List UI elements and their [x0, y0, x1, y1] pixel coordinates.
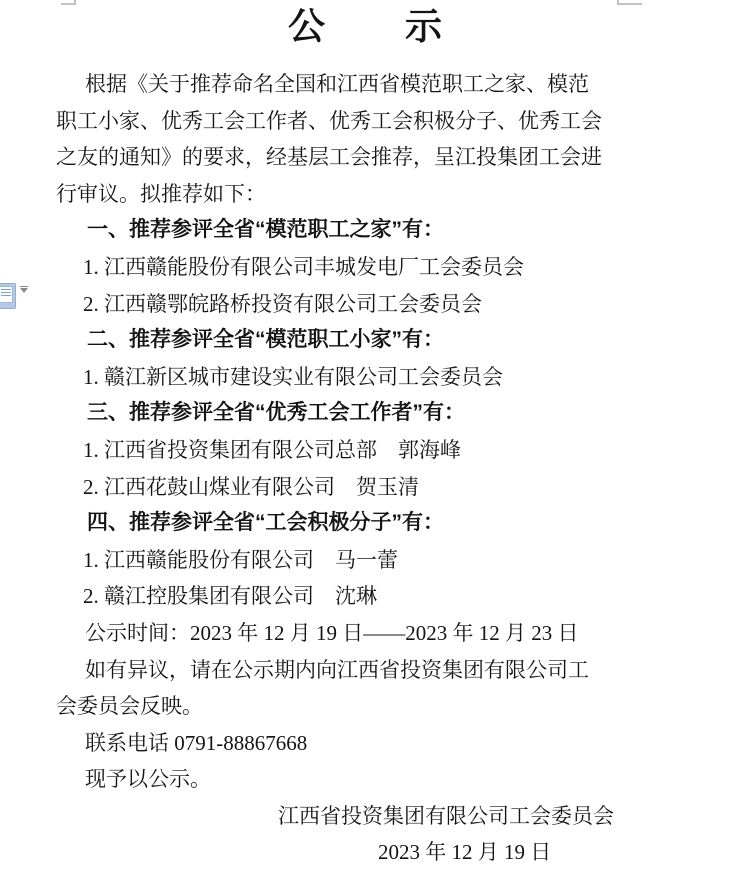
section-heading: 二、推荐参评全省“模范职工小家”有： — [87, 328, 444, 352]
paragraph-line: 如有异议，请在公示期内向江西省投资集团有限公司工 — [85, 657, 589, 682]
paragraph-line: 联系电话 0791-88867668 — [85, 730, 308, 755]
paragraph-line: 现予以公示。 — [85, 767, 211, 792]
list-item: 1. 江西省投资集团有限公司总部 郭海峰 — [83, 437, 461, 462]
paste-options-button[interactable] — [0, 281, 33, 309]
signature-date: 2023 年 12 月 19 日 — [378, 840, 552, 865]
paragraph-line: 根据《关于推荐命名全国和江西省模范职工之家、模范 — [85, 72, 589, 96]
paragraph-line: 之友的通知》的要求，经基层工会推荐，呈江投集团工会进 — [56, 145, 602, 170]
list-item: 2. 赣江控股集团有限公司 沈琳 — [83, 584, 377, 609]
section-heading: 三、推荐参评全省“优秀工会工作者”有： — [87, 401, 465, 425]
paragraph-line: 行审议。拟推荐如下： — [56, 181, 266, 206]
section-heading: 一、推荐参评全省“模范职工之家”有： — [87, 218, 444, 242]
section-heading: 四、推荐参评全省“工会积极分子”有： — [87, 511, 444, 535]
notice-document — [56, 0, 676, 871]
list-item: 1. 江西赣能股份有限公司 马一蕾 — [83, 547, 398, 572]
paragraph-line: 公示时间：2023 年 12 月 19 日——2023 年 12 月 23 日 — [85, 620, 579, 645]
dropdown-arrow-bar — [20, 286, 28, 287]
list-item: 2. 江西赣鄂皖路桥投资有限公司工会委员会 — [83, 291, 482, 316]
paragraph-line: 职工小家、优秀工会工作者、优秀工会积极分子、优秀工会 — [56, 108, 602, 133]
list-item: 1. 江西赣能股份有限公司丰城发电厂工会委员会 — [83, 254, 524, 279]
notice-title: 公 示 — [288, 7, 444, 48]
chevron-down-icon[interactable] — [20, 288, 28, 293]
list-item: 1. 赣江新区城市建设实业有限公司工会委员会 — [83, 364, 503, 389]
signature-org: 江西省投资集团有限公司工会委员会 — [278, 803, 614, 828]
list-item: 2. 江西花鼓山煤业有限公司 贺玉清 — [83, 474, 419, 499]
paragraph-line: 会委员会反映。 — [56, 694, 203, 719]
clipboard-icon — [0, 283, 16, 309]
